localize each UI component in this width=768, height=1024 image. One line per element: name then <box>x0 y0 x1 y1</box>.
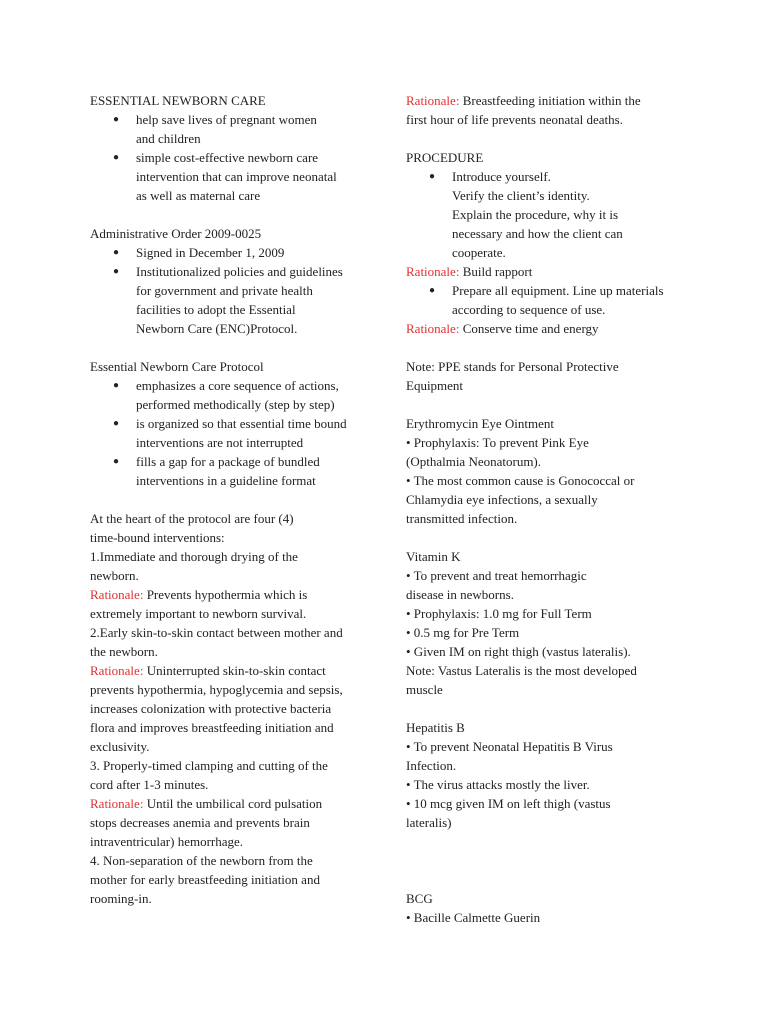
heart-intro: At the heart of the protocol are four (4) time-bound interventions: <box>90 511 294 545</box>
procedure-bullet-list <box>406 167 696 262</box>
procedure-bullet-list-2 <box>406 281 696 319</box>
rationale-text: Uninterrupted skin-to-skin contact prevents hypothermia, hypoglycemia and sepsis, increases colonization with protective bacteria flora and improves breastfeeding initiation and exclusivity. <box>90 663 343 754</box>
erythromycin-title: Erythromycin Eye Ointment <box>406 416 555 431</box>
rationale-breastfeeding <box>406 91 696 129</box>
rationale-3 <box>90 794 375 851</box>
rationale-label: Rationale: <box>406 264 460 279</box>
procedure-title: PROCEDURE <box>406 150 484 165</box>
rationale-label: Rationale: <box>90 587 144 602</box>
rationale-1 <box>90 585 375 623</box>
rationale-text: Breastfeeding initiation within the first hour of life prevents neonatal deaths. <box>406 93 641 127</box>
vitamin-k-text: • To prevent and treat hemorrhagic disease in newborns. • Prophylaxis: 1.0 mg for Full Term • 0.5 mg for Pre Term • Given IM on right thigh (vastus lateralis). Note: Vastus Lateralis is the most developed muscle <box>406 568 637 697</box>
protocol-bullet: ● fills a gap for a package of bundled interventions in a guideline format <box>136 452 375 490</box>
enc-bullet: ● simple cost-effective newborn care intervention that can improve neonatal as well as maternal care <box>136 148 375 205</box>
enc-bullet-list <box>90 110 375 205</box>
rationale-text: Until the umbilical cord pulsation stops decreases anemia and prevents brain intraventricular) hemorrhage. <box>90 796 323 849</box>
step-3: 3. Properly-timed clamping and cutting of the cord after 1-3 minutes. <box>90 758 328 792</box>
rationale-2 <box>90 661 375 756</box>
enc-bullet: ● help save lives of pregnant women and children <box>136 110 375 148</box>
rationale-rapport <box>406 262 696 281</box>
protocol-bullet: ● emphasizes a core sequence of actions, performed methodically (step by step) <box>136 376 375 414</box>
hepatitis-b-text: • To prevent Neonatal Hepatitis B Virus Infection. • The virus attacks mostly the liver. • 10 mcg given IM on left thigh (vastus lateralis) <box>406 739 613 830</box>
bcg-text: • Bacille Calmette Guerin <box>406 910 541 925</box>
procedure-bullet: ● Prepare all equipment. Line up materials according to sequence of use. <box>452 281 696 319</box>
enc-title: ESSENTIAL NEWBORN CARE <box>90 93 266 108</box>
protocol-title: Essential Newborn Care Protocol <box>90 359 264 374</box>
protocol-bullet: ● is organized so that essential time bound interventions are not interrupted <box>136 414 375 452</box>
rationale-text: Prevents hypothermia which is extremely important to newborn survival. <box>90 587 308 621</box>
hepatitis-b-title: Hepatitis B <box>406 720 465 735</box>
step-2: 2.Early skin-to-skin contact between mother and the newborn. <box>90 625 343 659</box>
rationale-label: Rationale: <box>406 321 460 336</box>
rationale-text: Conserve time and energy <box>459 321 599 336</box>
rationale-time <box>406 319 696 338</box>
ao-bullet-list <box>90 243 375 338</box>
rationale-label: Rationale: <box>90 796 144 811</box>
protocol-bullet-list <box>90 376 375 490</box>
step-4: 4. Non-separation of the newborn from the mother for early breastfeeding initiation and rooming-in. <box>90 853 320 906</box>
erythromycin-text: • Prophylaxis: To prevent Pink Eye (Opthalmia Neonatorum). • The most common cause is Gonococcal or Chlamydia eye infections, a sexually transmitted infection. <box>406 435 635 526</box>
ao-bullet: ● Signed in December 1, 2009 <box>136 243 375 262</box>
bcg-title: BCG <box>406 891 433 906</box>
right-column <box>406 91 696 927</box>
vitamin-k-title: Vitamin K <box>406 549 461 564</box>
ppe-note: Note: PPE stands for Personal Protective Equipment <box>406 359 619 393</box>
step-1: 1.Immediate and thorough drying of the newborn. <box>90 549 298 583</box>
ao-bullet: ● Institutionalized policies and guidelines for government and private health facilities to adopt the Essential Newborn Care (ENC)Protocol. <box>136 262 375 338</box>
procedure-bullet: ● Introduce yourself. Verify the client’s identity. Explain the procedure, why it is necessary and how the client can cooperate. <box>452 167 696 262</box>
rationale-label: Rationale: <box>406 93 460 108</box>
left-column <box>90 91 375 908</box>
rationale-label: Rationale: <box>90 663 144 678</box>
rationale-text: Build rapport <box>459 264 533 279</box>
ao-title: Administrative Order 2009-0025 <box>90 226 262 241</box>
